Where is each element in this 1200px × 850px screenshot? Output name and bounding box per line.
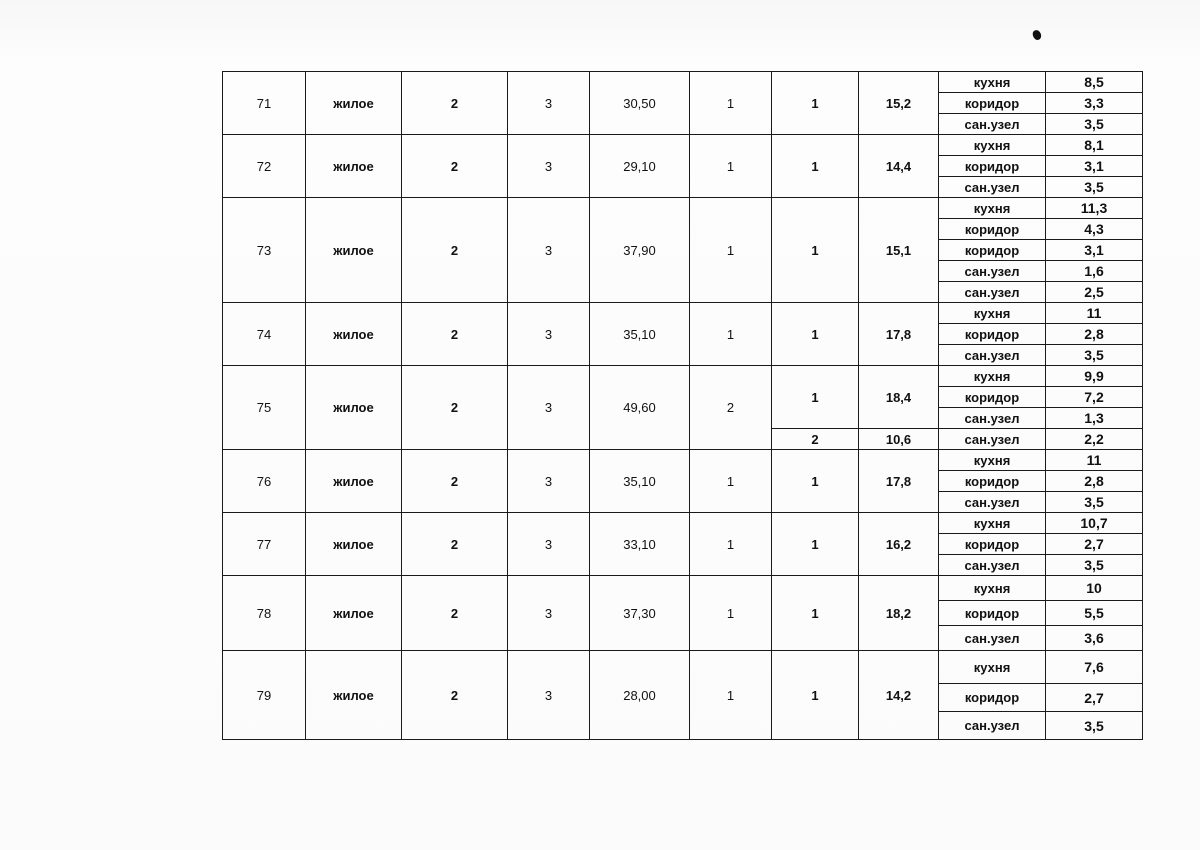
living-room-area: 17,8 [859,303,939,366]
aux-room-area: 11 [1046,450,1143,471]
aux-room-area: 10,7 [1046,513,1143,534]
table-row [223,450,1143,471]
aux-room-name: сан.узел [939,261,1046,282]
column-4-value: 3 [508,72,590,135]
apartment-type: жилое [306,135,402,198]
apartment-table [222,71,1143,740]
aux-room-name: коридор [939,156,1046,177]
apartment-type: жилое [306,513,402,576]
column-3-value: 2 [402,651,508,740]
apartment-area: 37,30 [590,576,690,651]
aux-room-area: 5,5 [1046,601,1143,626]
aux-room-area: 3,5 [1046,555,1143,576]
aux-room-area: 10 [1046,576,1143,601]
column-3-value: 2 [402,72,508,135]
apartment-number: 75 [223,366,306,450]
column-4-value: 3 [508,135,590,198]
aux-room-area: 2,8 [1046,471,1143,492]
apartment-area: 49,60 [590,366,690,450]
aux-room-area: 2,7 [1046,684,1143,712]
apartment-type: жилое [306,450,402,513]
aux-room-name: коридор [939,387,1046,408]
table-row [223,651,1143,684]
aux-room-area: 3,1 [1046,240,1143,261]
aux-room-area: 7,2 [1046,387,1143,408]
apartment-type: жилое [306,198,402,303]
living-room-number: 1 [772,366,859,429]
aux-room-name: сан.узел [939,282,1046,303]
living-room-area: 18,2 [859,576,939,651]
aux-room-name: сан.узел [939,555,1046,576]
living-room-area: 16,2 [859,513,939,576]
column-6-value: 1 [690,576,772,651]
aux-room-name: сан.узел [939,626,1046,651]
apartment-area: 29,10 [590,135,690,198]
aux-room-area: 2,5 [1046,282,1143,303]
aux-room-area: 1,6 [1046,261,1143,282]
aux-room-area: 3,3 [1046,93,1143,114]
aux-room-name: сан.узел [939,712,1046,740]
aux-room-area: 2,2 [1046,429,1143,450]
column-3-value: 2 [402,576,508,651]
table-row [223,366,1143,387]
ink-speck [1032,29,1043,41]
living-room-number: 1 [772,651,859,740]
aux-room-name: кухня [939,450,1046,471]
column-3-value: 2 [402,513,508,576]
apartment-number: 71 [223,72,306,135]
column-3-value: 2 [402,366,508,450]
aux-room-name: коридор [939,534,1046,555]
column-4-value: 3 [508,303,590,366]
apartment-area: 28,00 [590,651,690,740]
column-6-value: 1 [690,513,772,576]
aux-room-name: коридор [939,324,1046,345]
living-room-area: 18,4 [859,366,939,429]
table-row [223,72,1143,93]
living-room-area: 14,4 [859,135,939,198]
column-4-value: 3 [508,450,590,513]
aux-room-area: 3,6 [1046,626,1143,651]
aux-room-name: кухня [939,651,1046,684]
apartment-area: 35,10 [590,450,690,513]
apartment-number: 79 [223,651,306,740]
apartment-area: 37,90 [590,198,690,303]
living-room-number: 1 [772,135,859,198]
column-6-value: 1 [690,303,772,366]
living-room-number: 1 [772,198,859,303]
column-6-value: 1 [690,651,772,740]
table-row [223,198,1143,219]
living-room-number: 1 [772,450,859,513]
aux-room-area: 11 [1046,303,1143,324]
aux-room-name: коридор [939,93,1046,114]
column-3-value: 2 [402,303,508,366]
aux-room-name: коридор [939,684,1046,712]
aux-room-area: 11,3 [1046,198,1143,219]
aux-room-name: коридор [939,240,1046,261]
apartment-type: жилое [306,72,402,135]
aux-room-name: сан.узел [939,114,1046,135]
apartment-area: 30,50 [590,72,690,135]
column-6-value: 1 [690,72,772,135]
aux-room-name: коридор [939,219,1046,240]
apartment-table-body [223,72,1143,740]
aux-room-area: 1,3 [1046,408,1143,429]
aux-room-name: коридор [939,601,1046,626]
aux-room-area: 3,1 [1046,156,1143,177]
aux-room-name: кухня [939,366,1046,387]
aux-room-area: 3,5 [1046,114,1143,135]
apartment-number: 73 [223,198,306,303]
aux-room-name: кухня [939,135,1046,156]
aux-room-name: кухня [939,513,1046,534]
aux-room-area: 3,5 [1046,345,1143,366]
column-3-value: 2 [402,135,508,198]
apartment-number: 74 [223,303,306,366]
apartment-area: 35,10 [590,303,690,366]
living-room-area: 10,6 [859,429,939,450]
column-6-value: 1 [690,135,772,198]
column-6-value: 1 [690,198,772,303]
aux-room-name: сан.узел [939,345,1046,366]
living-room-number: 1 [772,576,859,651]
living-room-number: 2 [772,429,859,450]
apartment-type: жилое [306,366,402,450]
apartment-number: 72 [223,135,306,198]
column-3-value: 2 [402,198,508,303]
apartment-number: 76 [223,450,306,513]
apartment-type: жилое [306,576,402,651]
living-room-number: 1 [772,303,859,366]
column-4-value: 3 [508,576,590,651]
aux-room-name: кухня [939,576,1046,601]
living-room-area: 15,1 [859,198,939,303]
aux-room-area: 8,1 [1046,135,1143,156]
column-4-value: 3 [508,198,590,303]
apartment-type: жилое [306,651,402,740]
aux-room-area: 9,9 [1046,366,1143,387]
aux-room-name: сан.узел [939,408,1046,429]
table-row [223,513,1143,534]
apartment-area: 33,10 [590,513,690,576]
aux-room-area: 2,7 [1046,534,1143,555]
apartment-type: жилое [306,303,402,366]
apartment-number: 78 [223,576,306,651]
aux-room-area: 3,5 [1046,177,1143,198]
aux-room-name: сан.узел [939,492,1046,513]
aux-room-area: 2,8 [1046,324,1143,345]
apartment-number: 77 [223,513,306,576]
table-row [223,303,1143,324]
aux-room-area: 7,6 [1046,651,1143,684]
column-4-value: 3 [508,513,590,576]
aux-room-area: 3,5 [1046,492,1143,513]
column-4-value: 3 [508,651,590,740]
living-room-area: 17,8 [859,450,939,513]
column-4-value: 3 [508,366,590,450]
aux-room-name: сан.узел [939,429,1046,450]
aux-room-name: кухня [939,303,1046,324]
living-room-number: 1 [772,72,859,135]
aux-room-name: кухня [939,72,1046,93]
aux-room-name: сан.узел [939,177,1046,198]
column-6-value: 1 [690,450,772,513]
aux-room-name: кухня [939,198,1046,219]
living-room-number: 1 [772,513,859,576]
table-row [223,135,1143,156]
aux-room-area: 4,3 [1046,219,1143,240]
aux-room-area: 3,5 [1046,712,1143,740]
living-room-area: 14,2 [859,651,939,740]
living-room-area: 15,2 [859,72,939,135]
aux-room-name: коридор [939,471,1046,492]
aux-room-area: 8,5 [1046,72,1143,93]
table-row [223,576,1143,601]
column-3-value: 2 [402,450,508,513]
column-6-value: 2 [690,366,772,450]
